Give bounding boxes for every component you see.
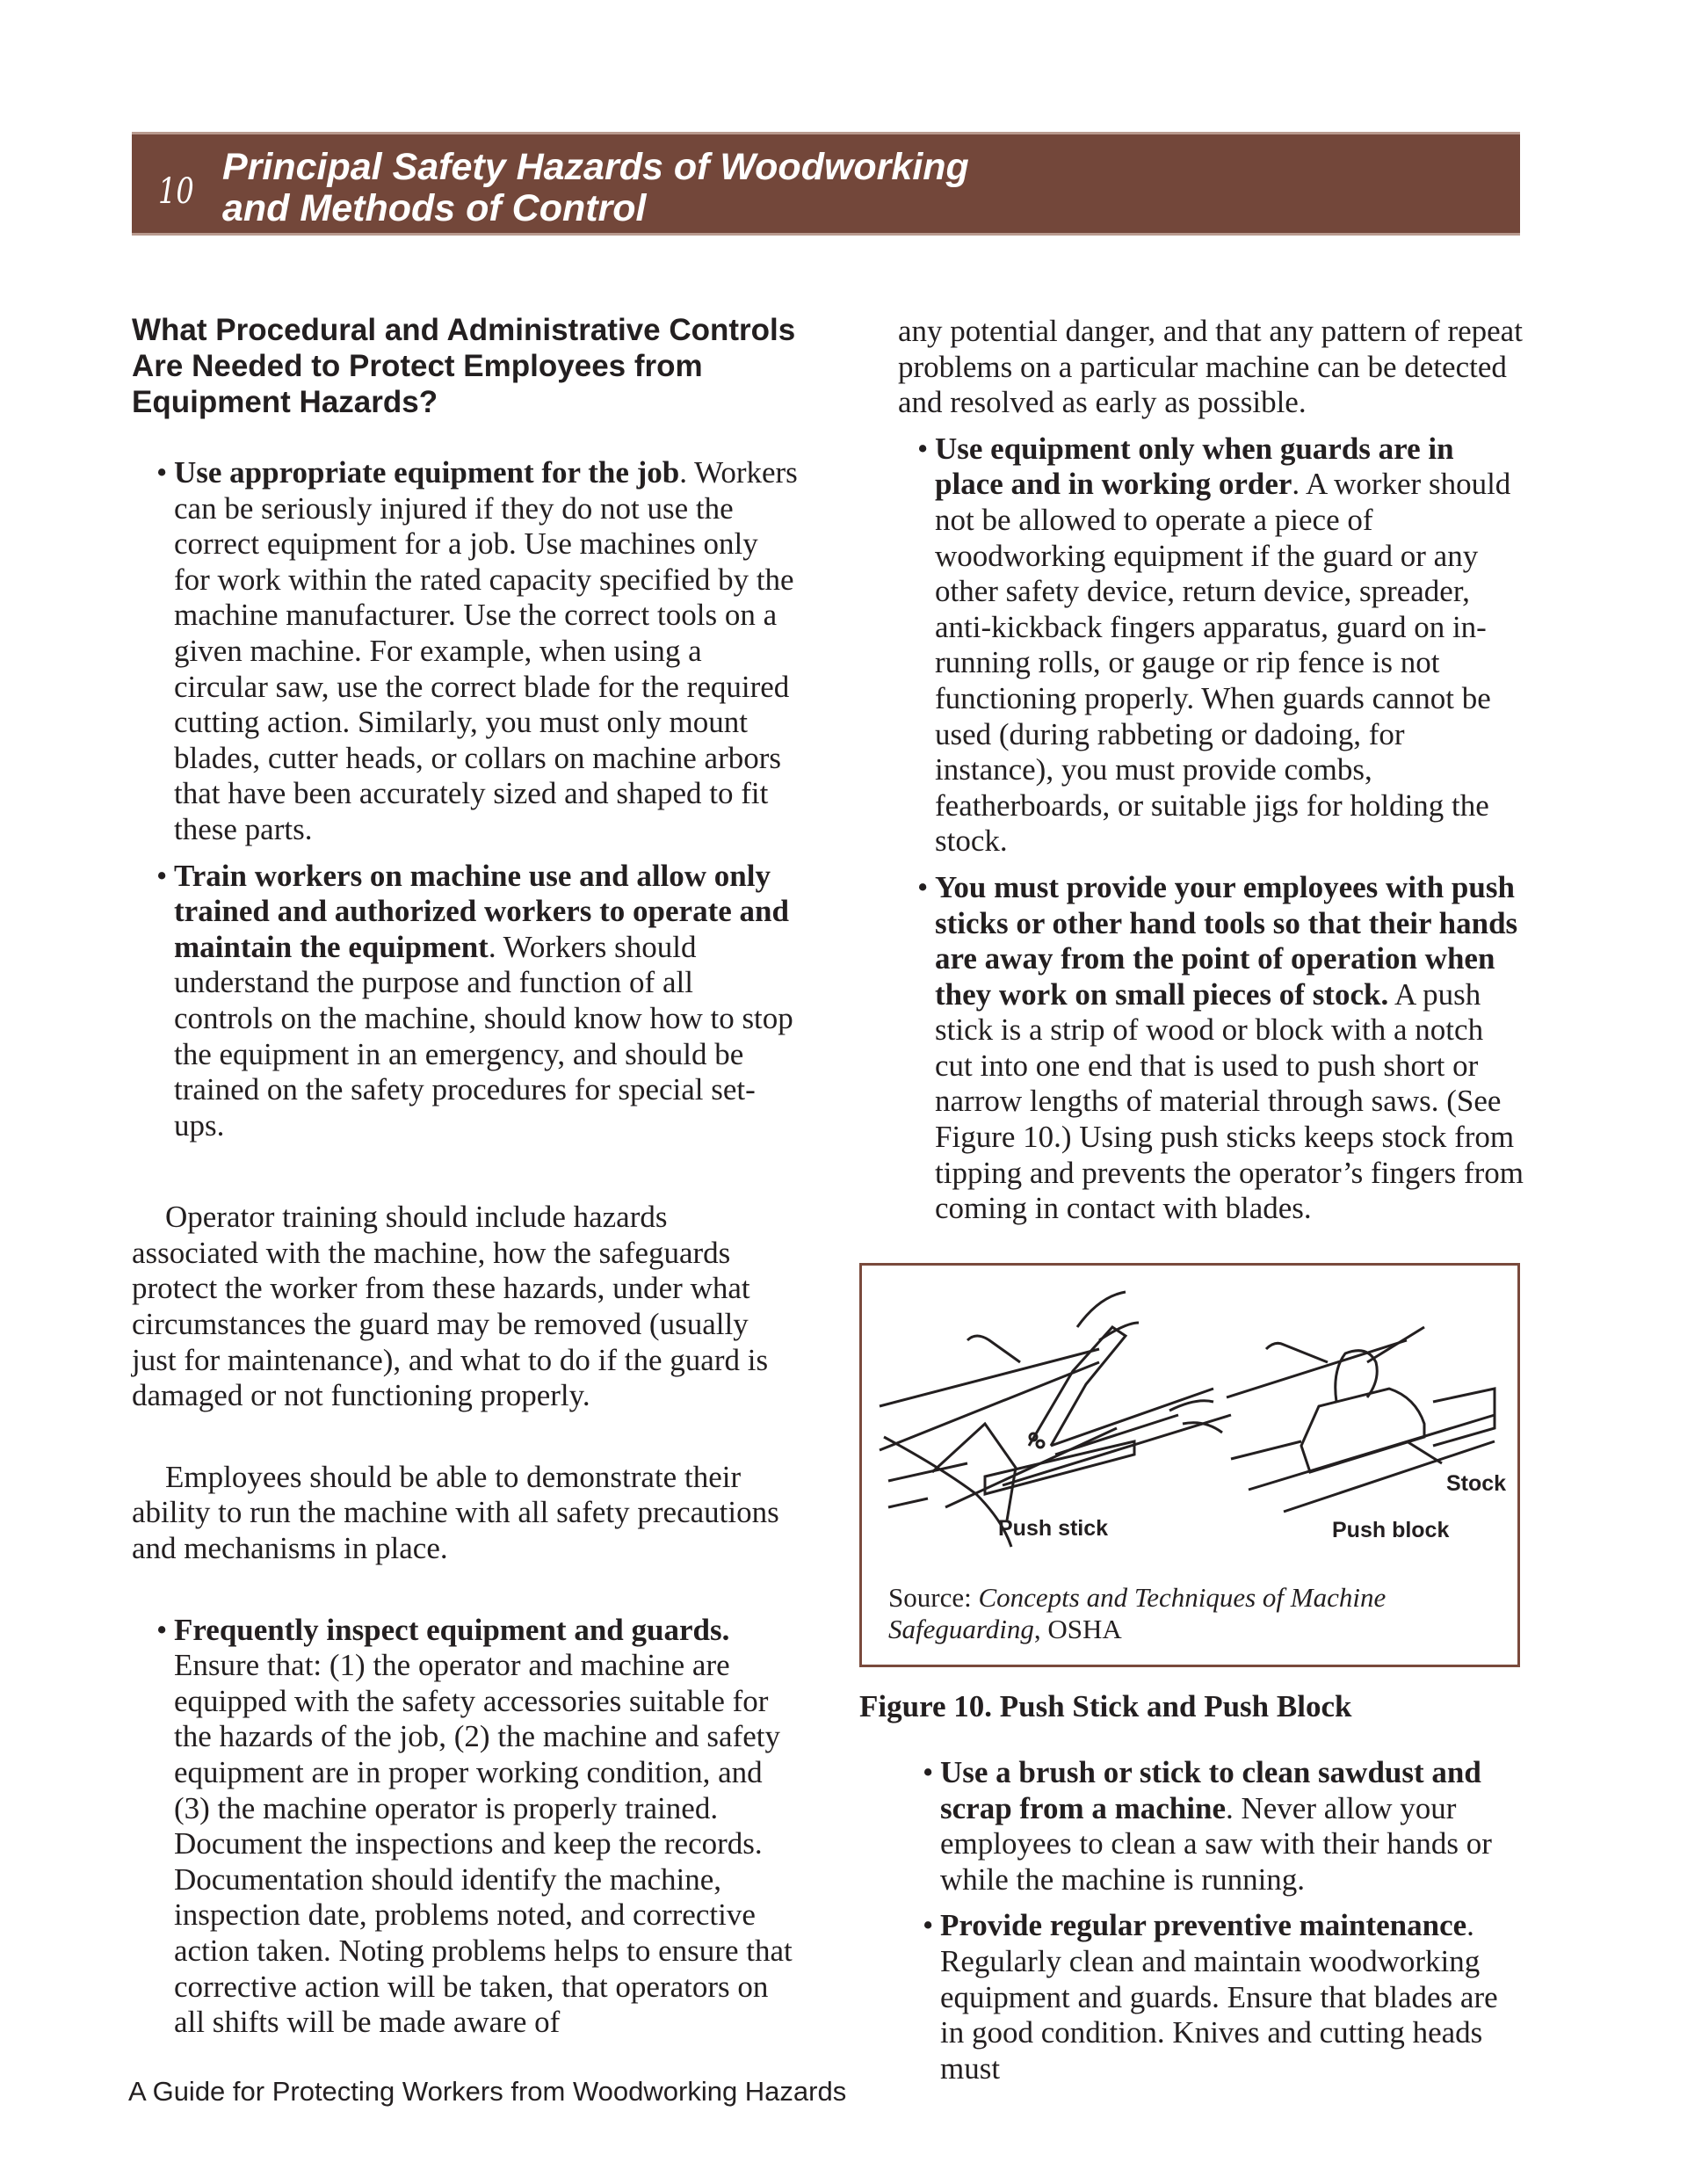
continuation-text: any potential danger, and that any pattern of repeat problems on a particular machine can be detected and resolved as early as possible.	[898, 314, 1523, 420]
bullet-icon: •	[156, 1612, 168, 1647]
bullet-lead: Train workers on machine use and allow only trained and authorized workers to operate and maintain the equipment	[174, 858, 789, 964]
bullet-lead: Frequently inspect equipment and guards.	[174, 1612, 730, 1647]
bullet-item	[898, 1908, 1524, 2086]
bullet-lead: You must provide your employees with push sticks or other hand tools so that their hands are away from the point of operation when they work on small pieces of stock.	[935, 869, 1518, 1012]
page-footer: A Guide for Protecting Workers from Woodworking Hazards	[128, 2076, 847, 2107]
bullet-body: . Never allow your employees to clean a saw with their hands or while the machine is running.	[940, 1790, 1492, 1897]
chapter-header-bar	[132, 132, 1520, 236]
paragraph-operator-training: Operator training should include hazards associated with the machine, how the safeguards protect the worker from these hazards, under what circumstances the guard may be removed (usually just for maintenance), and what to do if the guard is damaged or not functioning properly.	[132, 1200, 769, 1413]
source-title: Concepts and Techniques of Machine Safeguarding	[888, 1582, 1387, 1644]
chapter-title	[222, 147, 969, 229]
right-column-lower	[898, 1755, 1524, 2097]
bullet-icon: •	[923, 1908, 934, 1943]
push-block-label: Push block	[1332, 1518, 1450, 1542]
figure-source	[888, 1582, 1486, 1645]
bullet-lead: Provide regular preventive maintenance	[940, 1908, 1467, 1943]
bullet-lead: Use a brush or stick to clean sawdust and scrap from a machine	[940, 1755, 1481, 1825]
bullet-item	[132, 455, 800, 848]
chapter-title-line1: Principal Safety Hazards of Woodworking	[222, 146, 969, 188]
bullet-body: Ensure that: (1) the operator and machine are equipped with the safety accessories suitable for the hazards of the job, (2) the machine and safety equipment are in proper working condition, and (3) the machine operator is properly trained. Document the inspections and keep the records. Documentation should identify the machine, inspection date, problems noted, and corrective action taken. Noting problems helps to ensure that corrective action will be taken, that operators on all shifts will be made aware of	[174, 1648, 793, 2040]
page-number: 10	[158, 171, 194, 212]
paragraph-employees-demonstrate: Employees should be able to demonstrate their ability to run the machine with all safety precautions and mechanisms in place.	[132, 1459, 779, 1566]
push-stick-label: Push stick	[998, 1516, 1109, 1541]
bullet-lead: Use equipment only when guards are in place and in working order	[935, 431, 1454, 502]
chapter-title-line2: and Methods of Control	[222, 187, 647, 229]
bullet-item	[898, 1755, 1524, 1897]
bullet-icon: •	[156, 858, 168, 893]
bullet-body: . Workers can be seriously injured if they do not use the correct equipment for a job. Use machines only for work within the rated capacity specified by the machine manufacturer. Use the correct tools on a given machine. For example, when using a circular saw, use the correct blade for the required cutting action. Similarly, you must only mount blades, cutter heads, or collars on machine arbors that have been accurately sized and shaped to fit these parts.	[174, 455, 798, 846]
bullet-body: . Workers should understand the purpose and function of all controls on the machine, should know how to stop the equipment in an emergency, and should be trained on the safety procedures for special set-ups.	[174, 929, 793, 1143]
source-prefix: Source:	[888, 1582, 979, 1613]
bullet-icon: •	[917, 431, 929, 466]
right-column	[898, 314, 1524, 1237]
bullet-item	[898, 870, 1524, 1227]
bullet-lead: Use appropriate equipment for the job	[174, 455, 680, 490]
bullet-body: . Regularly clean and maintain woodworking equipment and guards. Ensure that blades are in good condition. Knives and cutting heads must	[940, 1908, 1498, 2086]
bullet-body: . A worker should not be allowed to operate a piece of woodworking equipment if the guard or any other safety device, return device, spreader, anti-kickback fingers apparatus, guard on in-running rolls, or gauge or rip fence is not functioning properly. When guards cannot be used (during rabbeting or dadoing, for instance), you must provide combs, featherboards, or suitable jigs for holding the stock.	[935, 467, 1511, 859]
bullet-body: A push stick is a strip of wood or block with a notch cut into one end that is used to push short or narrow lengths of material through saws. (See Figure 10.) Using push sticks keeps stock from tipping and prevents the operator’s fingers from coming in contact with blades.	[935, 976, 1524, 1226]
bullet-icon: •	[156, 455, 168, 490]
source-suffix: , OSHA	[1033, 1614, 1122, 1644]
figure-push-stick-block	[859, 1263, 1520, 1667]
section-heading: What Procedural and Administrative Controls Are Needed to Protect Employees from Equipment Hazards?	[132, 313, 796, 419]
figure-caption: Figure 10. Push Stick and Push Block	[859, 1689, 1352, 1723]
bullet-icon: •	[923, 1755, 934, 1789]
bullet-item	[898, 432, 1524, 860]
bullet-icon: •	[917, 869, 929, 904]
bullet-item	[132, 859, 800, 1144]
left-column	[132, 312, 800, 2051]
bullet-item	[132, 1613, 800, 2041]
stock-label: Stock	[1446, 1471, 1507, 1496]
